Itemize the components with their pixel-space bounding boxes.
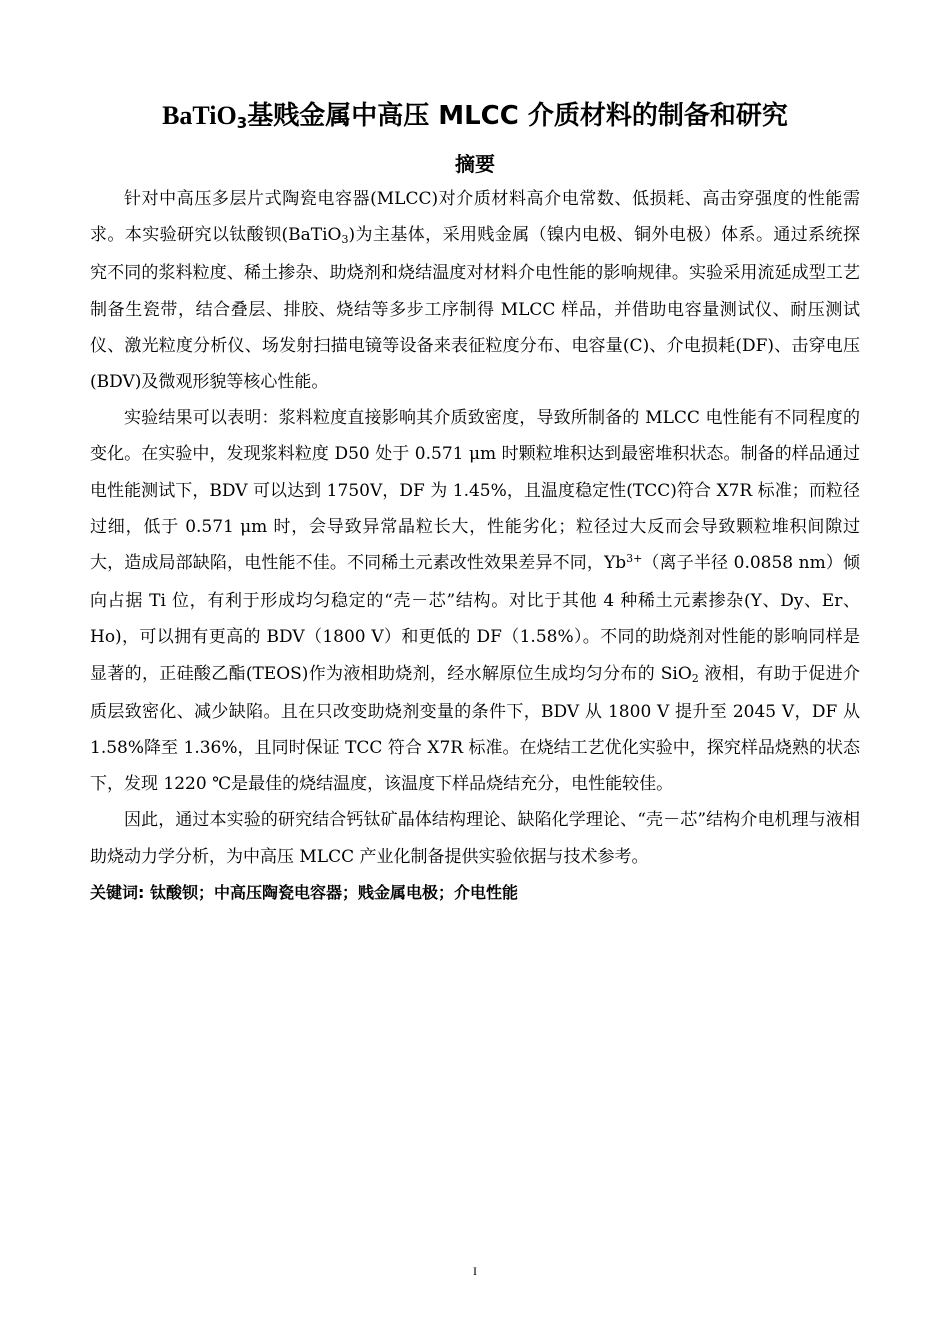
paragraph-2-superscript: 3+ <box>626 552 643 566</box>
paragraph-2-subscript: 2 <box>691 671 699 685</box>
paragraph-1-subscript: 3 <box>341 233 349 247</box>
paper-page <box>90 96 860 911</box>
paragraph-2-text-c: 液相，有助于促进介质层致密化、减少缺陷。且在只改变助烧剂变量的条件下，BDV 从 1800 V 提升至 2045 V，DF 从 1.58%降至 1.36%，且同时保证 TCC 符合 X7R 标准。在烧结工艺优化实验中，探究样品烧熟的状态下，发现 1220 ℃是最佳的烧结温度，该温度下样品烧结充分，电性能较佳。 <box>90 663 860 795</box>
title-text: 基贱金属中高压 MLCC 介质材料的制备和研究 <box>247 101 788 131</box>
abstract-paragraph-2 <box>90 400 860 802</box>
abstract-heading: 摘要 <box>455 152 495 176</box>
title-formula: BaTiO <box>162 101 237 130</box>
keywords-line: 关键词: 钛酸钡；中高压陶瓷电容器；贱金属电极；介电性能 <box>90 882 518 902</box>
page-number: I <box>473 1264 477 1278</box>
paragraph-2-text-a: 实验结果可以表明：浆料粒度直接影响其介质致密度，导致所制备的 MLCC 电性能有不同程度的变化。在实验中，发现浆料粒度 D50 处于 0.571 μm 时颗粒堆积达到最密堆积状态。制备的样品通过电性能测试下，BDV 可以达到 1750V，DF 为 1.45%，且温度稳定性(TCC)符合 X7R 标准；而粒径过细，低于 0.571 μm 时，会导致异常晶粒长大，性能劣化；粒径过大反而会导致颗粒堆积间隙过大，造成局部缺陷，电性能不佳。不同稀土元素改性效果差异不同，Yb <box>90 408 860 574</box>
abstract-paragraph-3: 因此，通过本实验的研究结合钙钛矿晶体结构理论、缺陷化学理论、“壳－芯”结构介电机理与液相助烧动力学分析，为中高压 MLCC 产业化制备提供实验依据与技术参考。 <box>90 810 860 867</box>
title-formula-subscript: 3 <box>236 114 248 132</box>
abstract-paragraph-1 <box>90 181 860 400</box>
paragraph-1-text-b: )为主基体，采用贱金属（镍内电极、铜外电极）体系。通过系统探究不同的浆料粒度、稀土掺杂、助烧剂和烧结温度对材料介电性能的影响规律。实验采用流延成型工艺制备生瓷带，结合叠层、排胶、烧结等多步工序制得 MLCC 样品，并借助电容量测试仪、耐压测试仪、激光粒度分析仪、场发射扫描电镜等设备来表征粒度分布、电容量(C)、介电损耗(DF)、击穿电压(BDV)及微观形貌等核心性能。 <box>90 225 860 393</box>
paragraph-1-text-a: 针对中高压多层片式陶瓷电容器(MLCC)对介质材料高介电常数、低损耗、高击穿强度的性能需求。本实验研究以钛酸钡(BaTiO <box>90 189 860 246</box>
paper-title <box>90 96 860 139</box>
paragraph-2-text-b: （离子半径 0.0858 nm）倾向占据 Ti 位，有利于形成均匀稳定的“壳－芯”结构。对比于其他 4 种稀土元素掺杂(Y、Dy、Er、Ho)，可以拥有更高的 BDV（1800 V）和更低的 DF（1.58%）。不同的助烧剂对性能的影响同样是显著的，正硅酸乙酯(TEOS)作为液相助烧剂，经水解原位生成均匀分布的 SiO <box>90 553 860 684</box>
